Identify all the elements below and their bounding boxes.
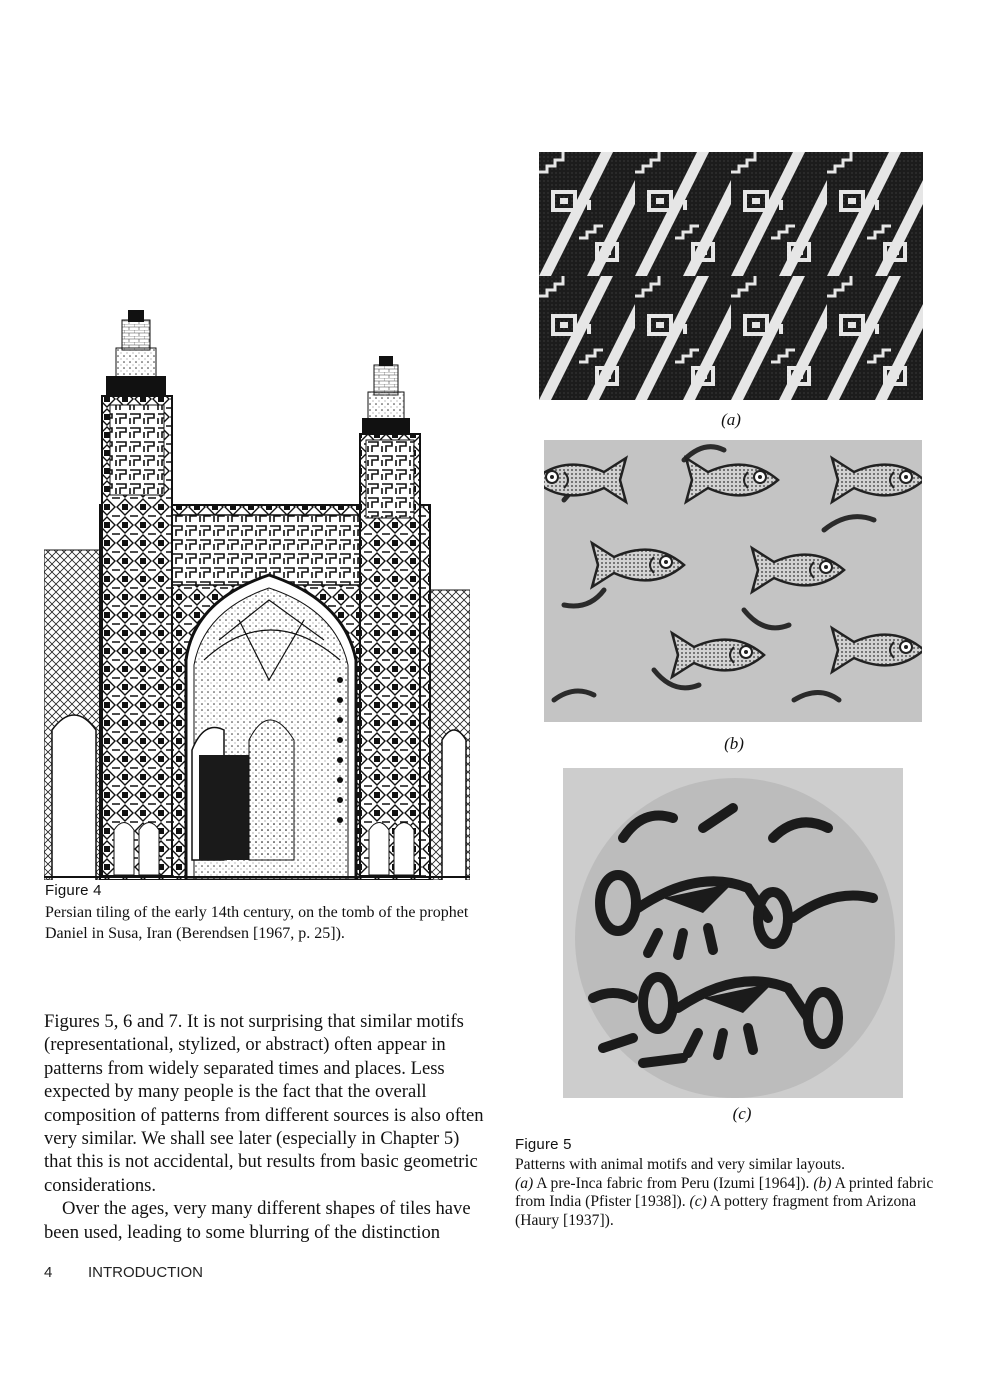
figure-4-illustration bbox=[44, 300, 470, 880]
figure-5-caption-title: Patterns with animal motifs and very similar layouts. bbox=[515, 1156, 846, 1173]
caption-a-text: A pre-Inca fabric from Peru (Izumi [1964]). bbox=[533, 1174, 814, 1192]
figure-5-caption bbox=[515, 1156, 960, 1230]
page-footer bbox=[44, 1264, 203, 1281]
figure-5a-image bbox=[539, 152, 923, 400]
figure-5b-image bbox=[544, 440, 922, 722]
body-paragraph-2: Over the ages, very many different shapes of tiles have been used, leading to some blurring of the distinction bbox=[44, 1198, 471, 1243]
figure-5a-label: (a) bbox=[721, 410, 741, 429]
figure-5-caption-details bbox=[515, 1175, 960, 1231]
body-paragraph-1: Figures 5, 6 and 7. It is not surprising that similar motifs (representational, stylized, or abstract) often appear in patterns from widely separated times and places. Less expected by many people is the fact that the overall composition of patterns from different sources is also often very similar. We shall see later (especially in Chapter 5) that this is not accidental, but results from basic geometric considerations. bbox=[44, 1011, 484, 1196]
figure-5c-label: (c) bbox=[732, 1104, 752, 1123]
figure-5c-image bbox=[563, 768, 903, 1098]
figure-4-caption: Persian tiling of the early 14th century, on the tomb of the prophet Daniel in Susa, Iran (Berendsen [1967, p. 25]). bbox=[45, 904, 469, 942]
figure-5-label: Figure 5 bbox=[515, 1136, 572, 1153]
body-text bbox=[44, 1010, 484, 1244]
page-number: 4 bbox=[44, 1264, 53, 1281]
figure-4-label: Figure 4 bbox=[45, 882, 102, 899]
figure-5b-label: (b) bbox=[724, 734, 744, 753]
caption-b-text: A printed fabric from India (Pfister [1938]). bbox=[515, 1174, 934, 1211]
caption-mark-c: (c) bbox=[689, 1193, 707, 1211]
caption-c-text: A pottery fragment from Arizona (Haury [1937]). bbox=[515, 1193, 917, 1229]
caption-mark-b: (b) bbox=[813, 1174, 832, 1192]
running-head: INTRODUCTION bbox=[88, 1264, 203, 1281]
caption-mark-a: (a) bbox=[515, 1174, 534, 1192]
